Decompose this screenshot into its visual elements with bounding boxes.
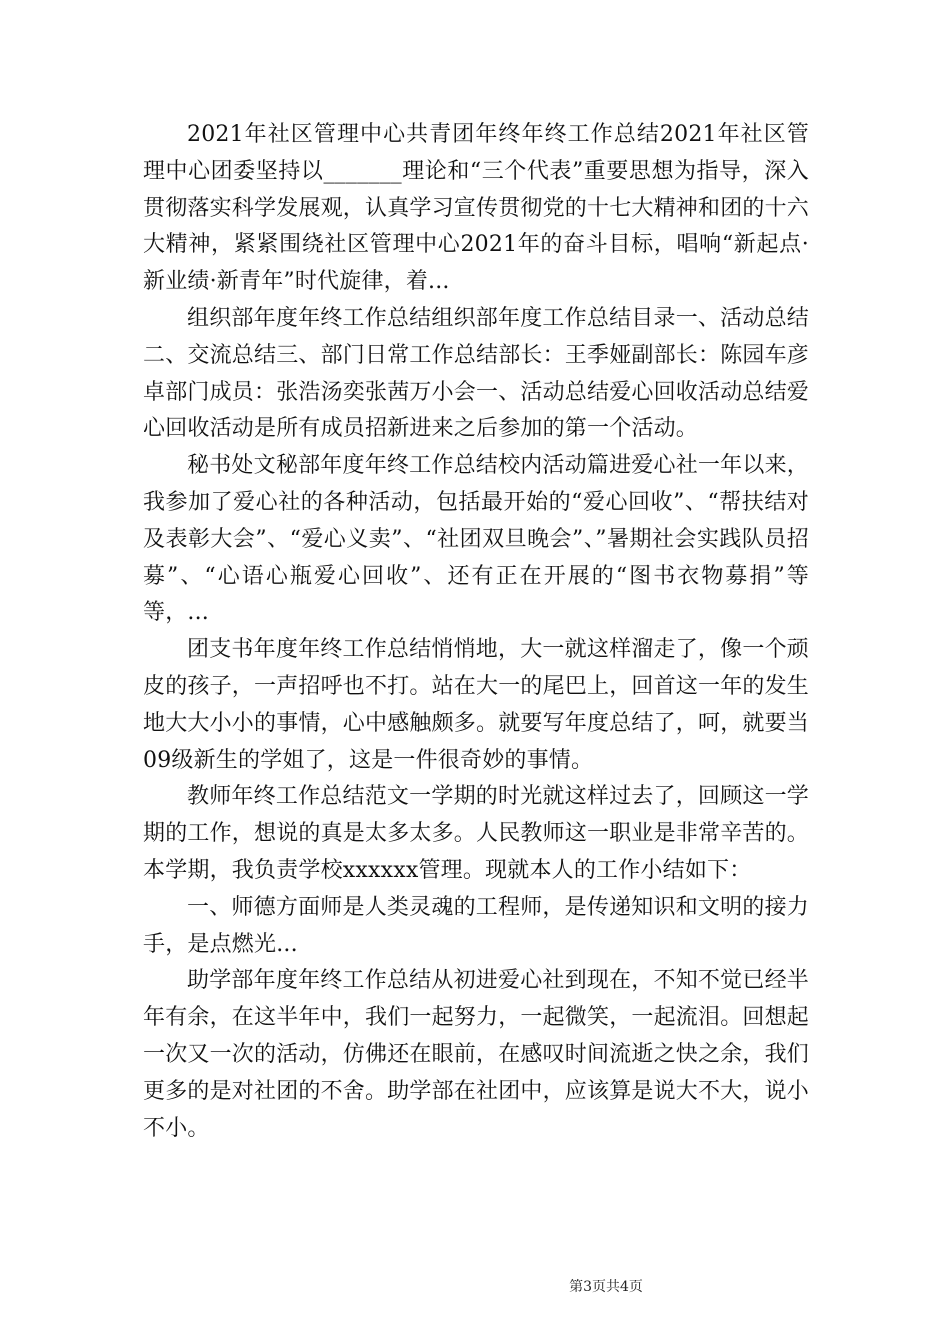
paragraph-teacher-ethics: 一、师德方面师是人类灵魂的工程师，是传递知识和文明的接力手，是点燃光... [143,894,809,957]
paragraph-teacher-summary: 教师年终工作总结范文一学期的时光就这样过去了，回顾这一学期的工作，想说的真是太多太多。人民教师这一职业是非常辛苦的。本学期，我负责学校xxxxxx管理。现就本人的工作小结如下： [143,784,810,883]
page-number-footer: 第3页共4页 [569,1279,643,1295]
paragraph-study-aid-dept-summary: 助学部年度年终工作总结从初进爱心社到现在，不知不觉已经半年有余，在这半年中，我们一起努力，一起微笑，一起流泪。回想起一次又一次的活动，仿佛还在眼前，在感叹时间流逝之快之余，我们更多的是对社团的不舍。助学部在社团中，应该算是说大不大，说小不小。 [143,968,810,1141]
paragraph-community-youth-league-summary: 2021年社区管理中心共青团年终年终工作总结2021年社区管理中心团委坚持以_______理论和“三个代表”重要思想为指导，深入贯彻落实科学发展观，认真学习宣传贯彻党的十七大精神和团的十六大精神，紧紧围绕社区管理中心2021年的奋斗目标，唱响“新起点·新业绩·新青年”时代旋律，着... [143,122,810,295]
paragraph-organization-dept-summary: 组织部年度年终工作总结组织部年度工作总结目录一、活动总结二、交流总结三、部门日常工作总结部长：王季娅副部长：陈园车彦卓部门成员：张浩汤奕张茜万小会一、活动总结爱心回收活动总结爱心回收活动是所有成员招新进来之后参加的第一个活动。 [143,305,810,442]
paragraph-league-branch-secretary-summary: 团支书年度年终工作总结悄悄地，大一就这样溜走了，像一个顽皮的孩子，一声招呼也不打。站在大一的尾巴上，回首这一年的发生地大大小小的事情，心中感触颇多。就要写年度总结了，呵，就要当09级新生的学姐了，这是一件很奇妙的事情。 [143,637,810,773]
paragraph-secretariat-summary: 秘书处文秘部年度年终工作总结校内活动篇进爱心社一年以来，我参加了爱心社的各种活动，包括最开始的“爱心回收”、“帮扶结对及表彰大会”、“爱心义卖”、“社团双旦晚会”、”暑期社会实践队员招募”、“心语心瓶爱心回收”、还有正在开展的“图书衣物募捐”等等，... [143,453,809,626]
document-body [143,117,809,1147]
